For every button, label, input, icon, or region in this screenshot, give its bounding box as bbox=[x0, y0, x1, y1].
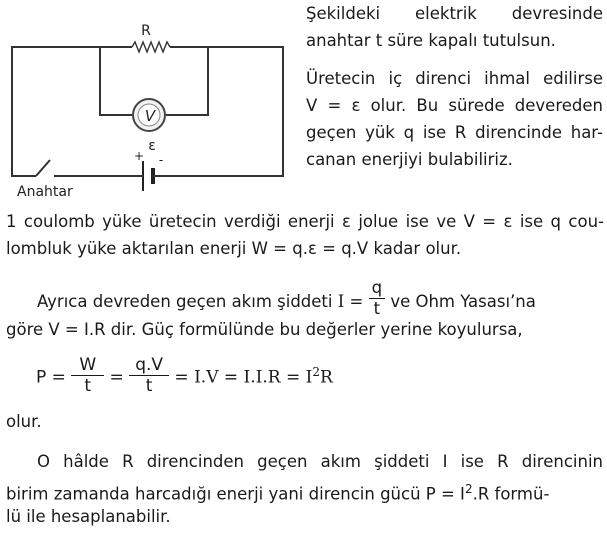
circuit-diagram bbox=[0, 0, 300, 200]
battery-plus: + bbox=[133, 149, 145, 163]
circuit-wire-outer bbox=[12, 47, 132, 176]
battery-minus: - bbox=[158, 153, 164, 167]
p2-line-2: göre V = I.R dir. Güç formülünde bu değerler yerine koyulursa, bbox=[6, 320, 523, 339]
formula-qv: q.V bbox=[135, 355, 164, 376]
formula-w: W bbox=[79, 355, 97, 376]
current-fraction bbox=[369, 278, 385, 319]
switch-label: Anahtar bbox=[17, 184, 73, 200]
voltmeter-label: V bbox=[144, 107, 156, 125]
formula-exponent: 2 bbox=[312, 365, 320, 379]
formula-t1: t bbox=[71, 375, 104, 396]
intro-line-5: geçen yük q ise R direncinde har- bbox=[306, 123, 603, 142]
resistor-label: R bbox=[141, 23, 151, 39]
p3-line-3: lü ile hesaplanabilir. bbox=[6, 507, 171, 526]
p2-text-before: Ayrıca devreden geçen akım şiddeti bbox=[37, 292, 338, 311]
fraction-denominator-t: t bbox=[369, 298, 385, 319]
fraction-numerator-q: q bbox=[371, 278, 383, 297]
voltmeter-branch-wire bbox=[100, 47, 132, 115]
intro-line-3: Üretecin iç direnci ihmal edilirse bbox=[306, 69, 603, 88]
formula-t2: t bbox=[129, 375, 169, 396]
p3-exponent: 2 bbox=[464, 482, 473, 496]
intro-line-4: V = ε olur. Bu sürede devereden bbox=[306, 96, 603, 115]
switch-blade bbox=[36, 160, 50, 176]
formula-p: P = bbox=[36, 367, 66, 388]
intro-line-2: anahtar t süre kapalı tutulsun. bbox=[306, 31, 556, 50]
p1-line-1: 1 coulomb yüke üretecin verdiği enerji ε jolue ise ve V = ε ise q cou- bbox=[6, 212, 604, 231]
formula-rest: = I.V = I.I.R = I bbox=[174, 367, 313, 388]
intro-line-1: Şekildeki elektrik devresinde bbox=[306, 4, 603, 23]
circuit-wire-top-right bbox=[160, 47, 283, 176]
p3-line-1: O hâlde R direncinden geçen akım şiddeti I ise R direncinin bbox=[37, 452, 603, 471]
formula-eq: = bbox=[109, 367, 124, 388]
p3-text-after: .R formü- bbox=[472, 484, 550, 504]
intro-line-6: canan enerjiyi bulabiliriz. bbox=[306, 150, 513, 169]
p2-equals: = bbox=[344, 292, 369, 311]
current-symbol: I bbox=[337, 292, 345, 311]
formula-fraction-qv-t bbox=[129, 355, 169, 396]
power-formula bbox=[36, 350, 333, 400]
p2-text-after: ve Ohm Yasası’na bbox=[390, 292, 536, 311]
p3-text-before: birim zamanda harcadığı enerji yani direncin gücü P = I bbox=[6, 484, 465, 504]
resistor bbox=[132, 42, 170, 52]
formula-fraction-w-t bbox=[71, 355, 104, 396]
olur-text: olur. bbox=[6, 412, 42, 431]
formula-tail: R bbox=[319, 367, 333, 388]
emf-label: ε bbox=[148, 138, 156, 154]
p1-line-2: lombluk yüke aktarılan enerji W = q.ε = q.V kadar olur. bbox=[6, 239, 462, 258]
